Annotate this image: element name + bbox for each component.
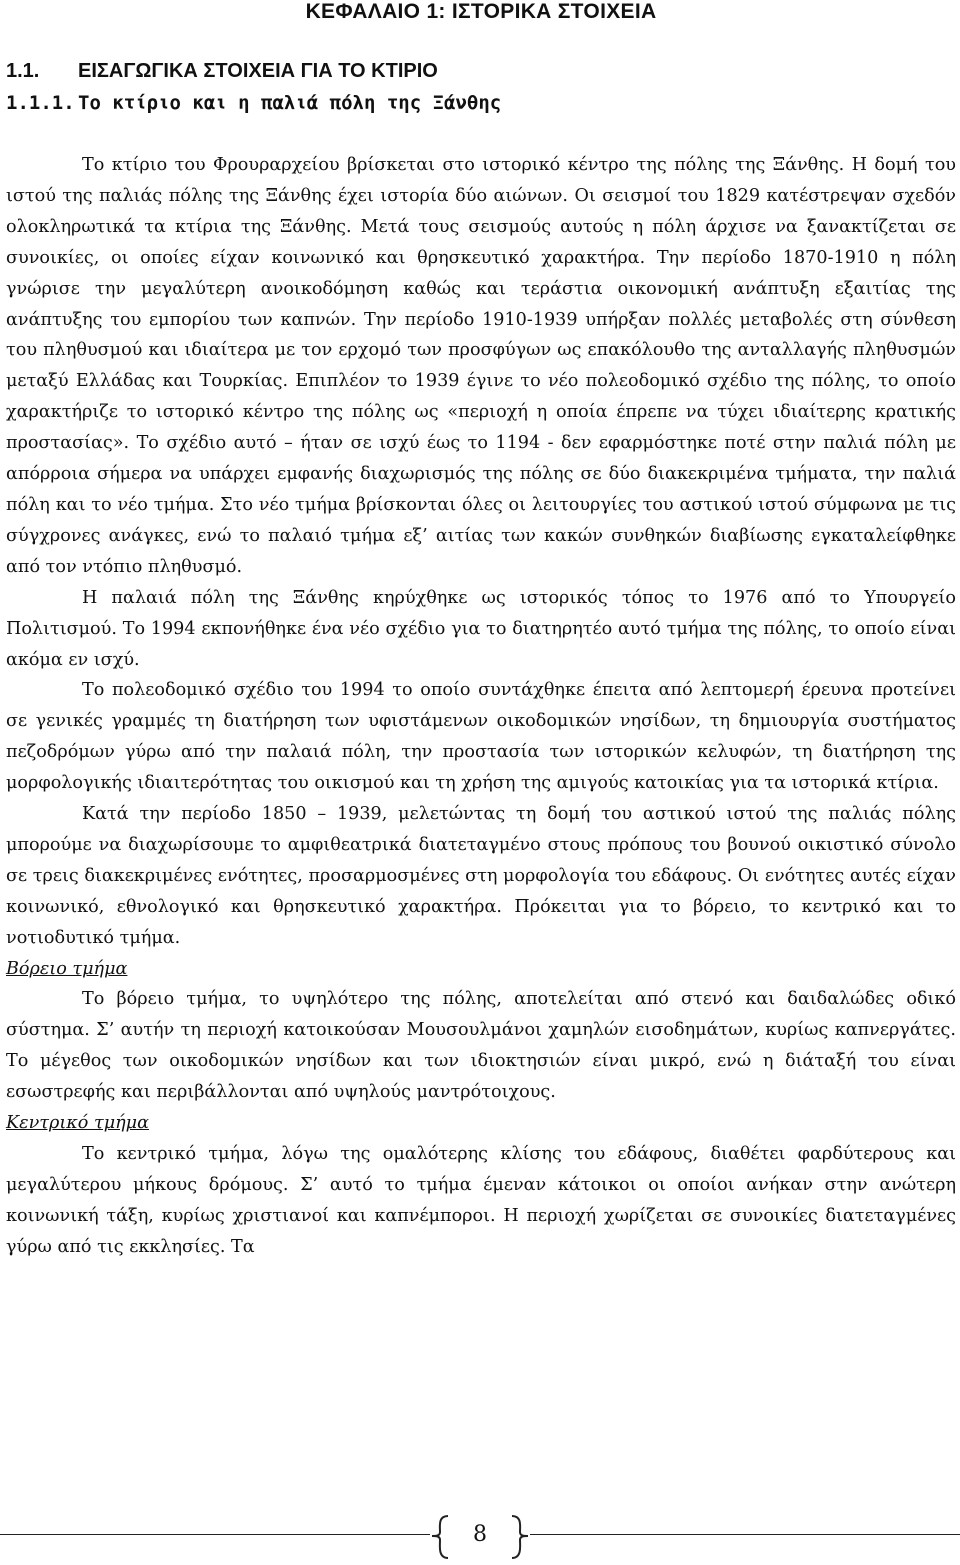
page-number: 8 [473, 1522, 487, 1547]
paragraph: Το κτίριο του Φρουραρχείου βρίσκεται στο ιστορικό κέντρο της πόλης της Ξάνθης. Η δομή του ιστού της παλιάς πόλης της Ξάνθης έχει ιστορία δύο αιώνων. Οι σεισμοί του 1829 κατέστρεψαν σχεδόν ολοκληρωτικά τα κτίρια της Ξάνθης. Μετά τους σεισμούς αυτούς η πόλη άρχισε να ξανακτίζεται σε συνοικίες, οι οποίες είχαν κοινωνικό και θρησκευτικό χαρακτήρα. Την περίοδο 1870-1910 η πόλη γνώρισε την μεγαλύτερη ανοικοδόμηση καθώς και τεράστια οικονομική ανάπτυξη εξαιτίας της ανάπτυξης του εμπορίου των καπνών. Την περίοδο 1910-1939 υπήρξαν πολλές μεταβολές στη σύνθεση του πληθυσμού και ιδιαίτερα με τον ερχομό των προσφύγων ως επακόλουθο της ανταλλαγής πληθυσμών μεταξύ Ελλάδας και Τουρκίας. Επιπλέον το 1939 έγινε το νέο πολεοδομικό σχέδιο της πόλης, το οποίο χαρακτήριζε το ιστορικό κέντρο της πόλης ως «περιοχή η οποία έπρεπε να τύχει ιδιαίτερης κρατικής προστασίας». Το σχέδιο αυτό – ήταν σε ισχύ έως το 1194 - δεν εφαρμόστηκε ποτέ στην παλιά πόλη με απόρροια σήμερα να υπάρχει εμφανής διαχωρισμός της πόλης σε δύο διακεκριμένα τμήματα, την παλιά πόλη και το νέο τμήμα. Στο νέο τμήμα βρίσκονται όλες οι λειτουργίες του αστικού ιστού σύμφωνα με τις σύγχρονες ανάγκες, ενώ το παλαιό τμήμα εξ’ αιτίας των κακών συνθηκών διαβίωσης εγκαταλείφθηκε από τον ντόπιο πληθυσμό. [6, 155, 956, 577]
paragraph: Κατά την περίοδο 1850 – 1939, μελετώντας τη δομή του αστικού ιστού της παλιάς πόλης μπορούμε να διαχωρίσουμε το αμφιθεατρικά διατεταγμένο στους πρόπους του βουνού οικιστικό σύνολο σε τρεις διακεκριμένες ενότητες, προσαρμοσμένες στη μορφολογία του εδάφους. Οι ενότητες αυτές είχαν κοινωνικό, εθνολογικό και θρησκευτικό χαρακτήρα. Πρόκειται για το βόρειο, το κεντρικό και το νοτιοδυτικό τμήμα. [6, 804, 956, 948]
footer-rule-left [0, 1534, 430, 1535]
subsection-heading [6, 92, 501, 114]
central-heading: Κεντρικό τμήμα [6, 1113, 150, 1134]
subsection-title: Το κτίριο και η παλιά πόλη της Ξάνθης [78, 92, 502, 114]
paragraph: Η παλαιά πόλη της Ξάνθης κηρύχθηκε ως ιστορικός τόπος το 1976 από το Υπουργείο Πολιτισμού. Το 1994 εκπονήθηκε ένα νέο σχέδιο για το διατηρητέο αυτό τμήμα της πόλης, το οποίο είναι ακόμα εν ισχύ. [6, 587, 956, 670]
body-text [6, 150, 956, 1263]
section-number: 1.1. [6, 60, 40, 82]
page-footer [0, 1512, 960, 1562]
footer-rule-right [530, 1534, 960, 1535]
north-heading: Βόρειο τμήμα [6, 958, 128, 979]
paragraph: Το πολεοδομικό σχέδιο του 1994 το οποίο συντάχθηκε έπειτα από λεπτομερή έρευνα προτείνει σε γενικές γραμμές τη διατήρηση των υφιστάμενων οικοδομικών νησίδων, τη δημιουργία συστήματος πεζοδρόμων γύρω από την παλαιά πόλη, την προστασία των ιστορικών κελυφών, τη διατήρηση της μορφολογικής ιδιαιτερότητας του οικισμού και τη χρήση της αμιγούς κατοικίας για τα ιστορικά κτίρια. [6, 680, 956, 794]
paragraph: Το βόρειο τμήμα, το υψηλότερο της πόλης, αποτελείται από στενό και δαιδαλώδες οδικό σύστημα. Σ’ αυτήν τη περιοχή κατοικούσαν Μουσουλμάνοι χαμηλών εισοδημάτων, κυρίως καπνεργάτες. Το μέγεθος των οικοδομικών νησίδων και των ιδιοκτησιών είναι μικρό, ενώ η διάταξή του είναι εσωστρεφής και περιβάλλονται από υψηλούς μαντρότοιχους. [6, 989, 956, 1103]
section-heading [6, 60, 438, 83]
paragraph: Το κεντρικό τμήμα, λόγω της ομαλότερης κλίσης του εδάφους, διαθέτει φαρδύτερους και μεγαλύτερου μήκους δρόμους. Σ’ αυτό το τμήμα έμεναν κάτοικοι οι οποίοι ανήκαν στην ανώτερη κοινωνική τάξη, κυρίως χριστιανοί και καπνέμποροι. Η περιοχή χωρίζεται σε συνοικίες διατεταγμένες γύρω από τις εκκλησίες. Τα [6, 1144, 956, 1257]
chapter-title: ΚΕΦΑΛΑΙΟ 1: ΙΣΤΟΡΙΚΑ ΣΤΟΙΧΕΙΑ [305, 0, 657, 23]
section-title: ΕΙΣΑΓΩΓΙΚΑ ΣΤΟΙΧΕΙΑ ΓΙΑ ΤΟ ΚΤΙΡΙΟ [78, 60, 438, 82]
subsection-number: 1.1.1. [6, 92, 75, 114]
